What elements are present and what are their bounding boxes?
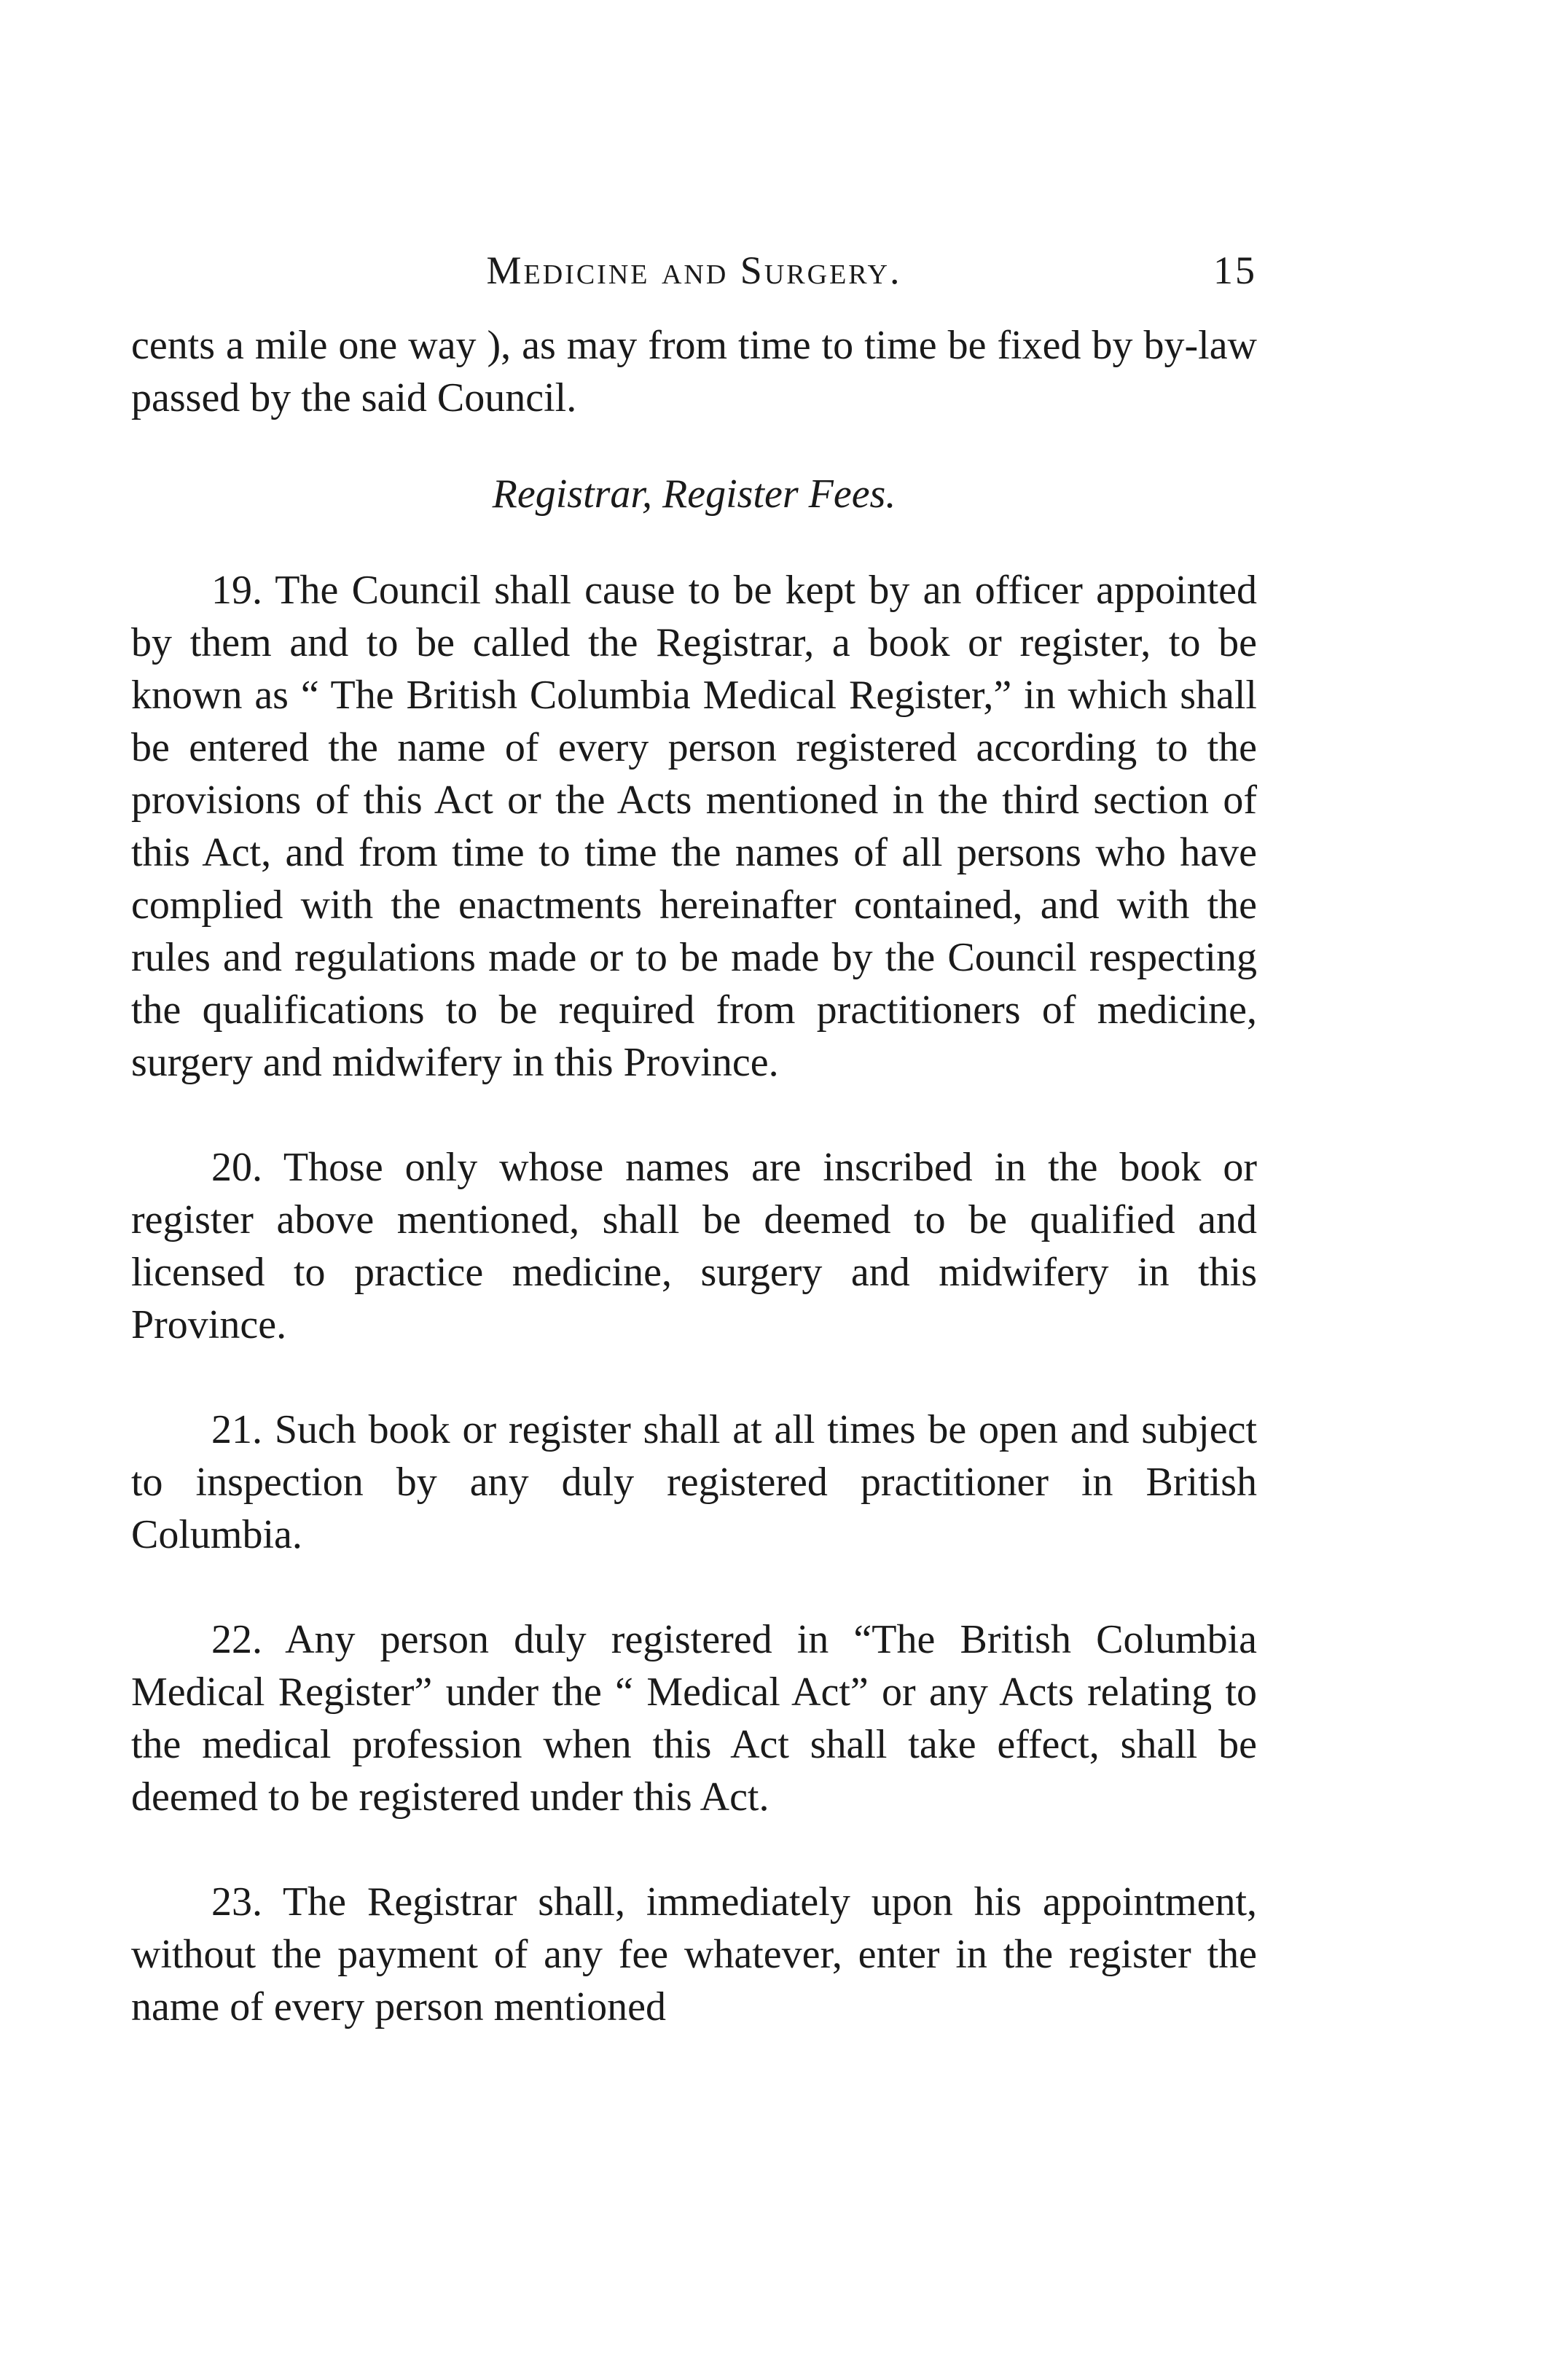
section-paragraph: [131, 1404, 1257, 1561]
section-text: Those only whose names are inscribed in the book or register above mentioned, shall be deemed to be qualified and licensed to practice medicine, surgery and midwifery in this Province.: [131, 1145, 1257, 1347]
section-20: [131, 1141, 1257, 1351]
section-text: Such book or register shall at all times be open and subject to inspection by any duly registered practitioner in British Columbia.: [131, 1407, 1258, 1557]
page-number: 15: [1213, 248, 1257, 292]
section-22: [131, 1613, 1257, 1823]
continuation-paragraph: cents a mile one way ), as may from time to time be fixed by by-law passed by the said Council.: [131, 323, 1257, 420]
section-number: 22.: [211, 1617, 262, 1662]
section-23: [131, 1876, 1257, 2033]
section-number: 20.: [211, 1145, 262, 1190]
document-page: [131, 248, 1257, 2086]
running-title: Medicine and Surgery.: [486, 248, 902, 292]
section-number: 23.: [211, 1879, 262, 1925]
section-paragraph: [131, 1141, 1257, 1351]
section-paragraph: [131, 1613, 1257, 1823]
section-text: Any person duly registered in “The British Columbia Medical Register” under the “ Medical Act” or any Acts relating to the medical profession when this Act shall take effect, shall be deemed to be registered under this Act.: [131, 1617, 1257, 1820]
running-head: [131, 248, 1257, 313]
section-paragraph: [131, 1876, 1257, 2033]
section-21: [131, 1404, 1257, 1561]
section-number: 21.: [211, 1407, 262, 1452]
section-number: 19.: [211, 568, 262, 613]
section-paragraph: [131, 564, 1257, 1089]
section-text: The Registrar shall, immediately upon his appointment, without the payment of any fee whatever, enter in the register the name of every person mentioned: [131, 1879, 1257, 2029]
section-text: The Council shall cause to be kept by an officer appointed by them and to be called the Registrar, a book or register, to be known as “ The British Columbia Medical Register,” in which shall be entered the name of every person registered according to the provisions of this Act or the Acts mentioned in the third section of this Act, and from time to time the names of all persons who have complied with the enactments hereinafter contained, and with the rules and regulations made or to be made by the Council respecting the qualifications to be required from practitioners of medicine, surgery and midwifery in this Province.: [131, 568, 1257, 1085]
section-heading: Registrar, Register Fees.: [492, 471, 896, 517]
section-19: [131, 564, 1257, 1089]
